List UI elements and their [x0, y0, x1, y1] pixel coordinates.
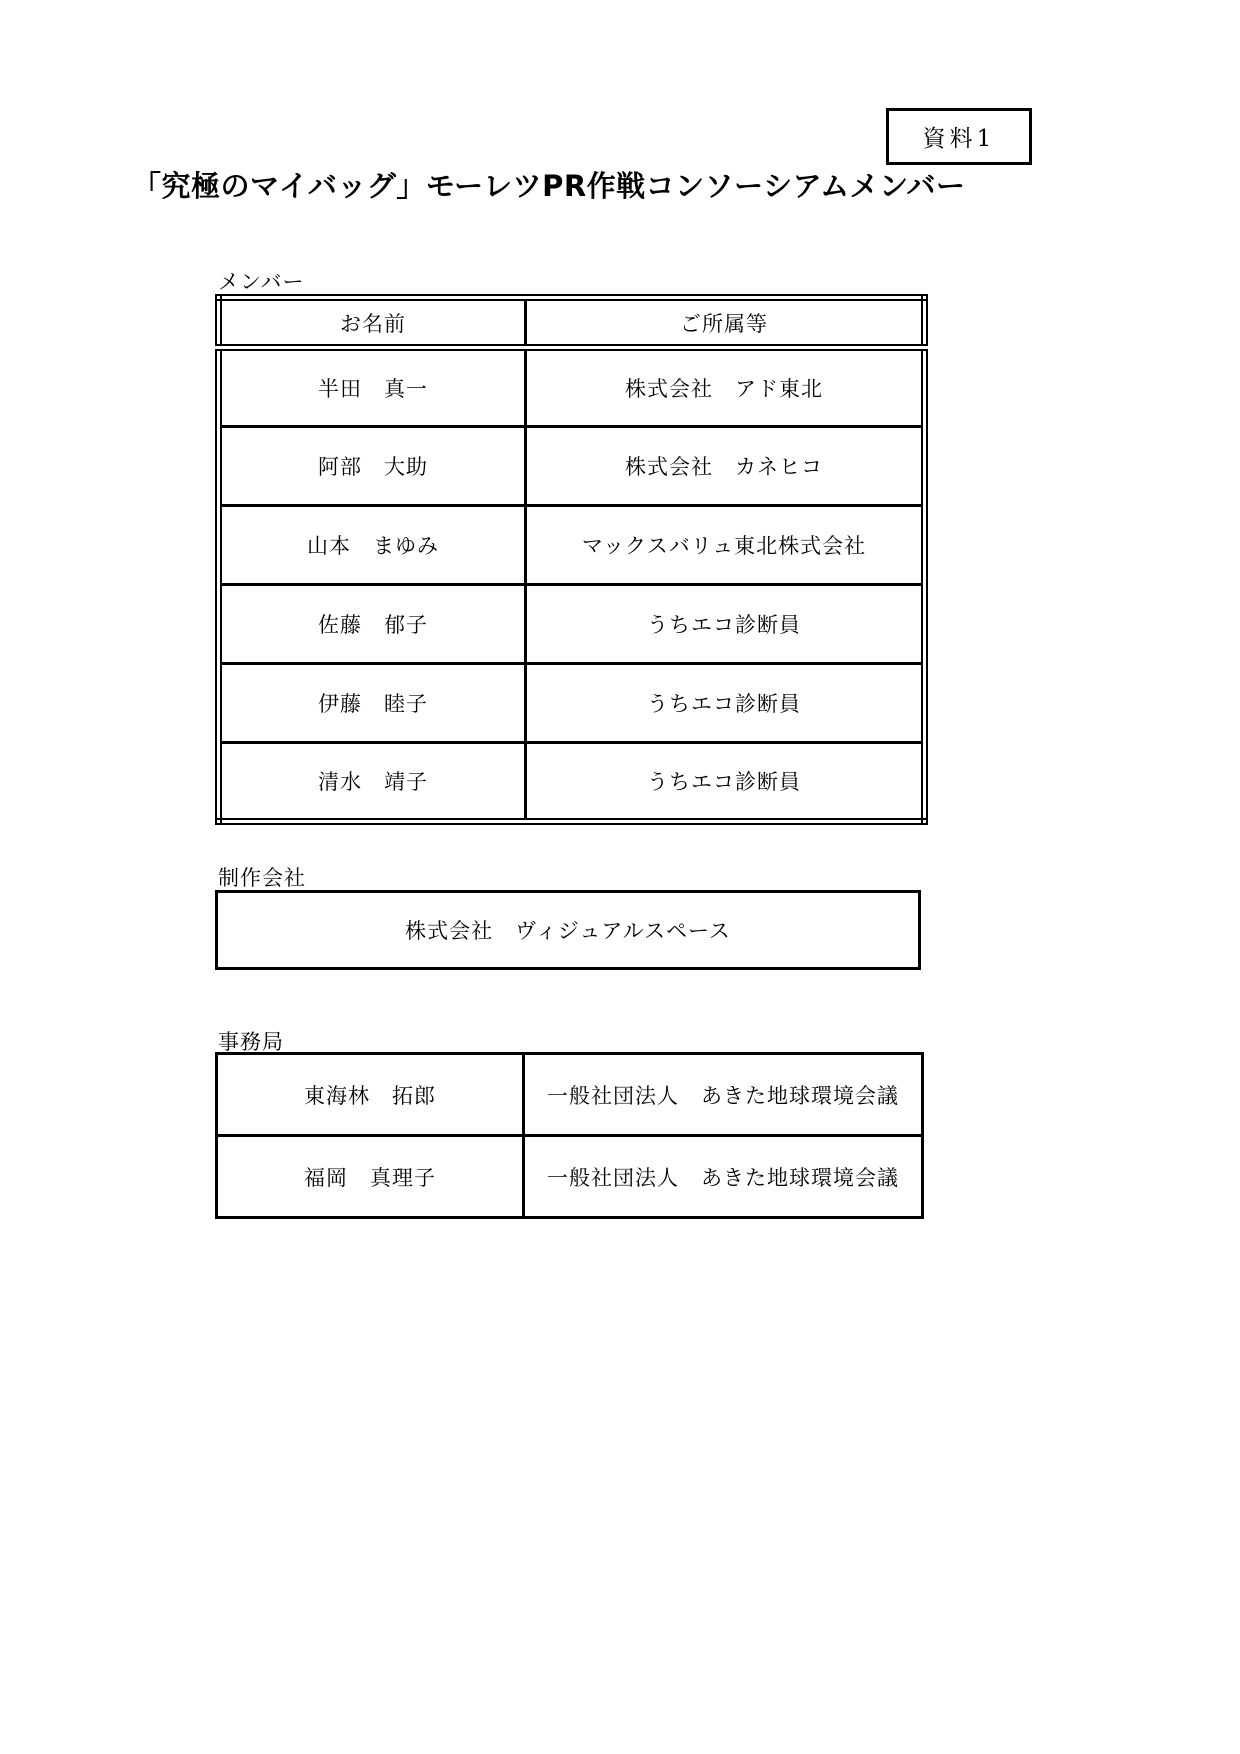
- member-name: 阿部 大助: [219, 427, 526, 506]
- page-title: 「究極のマイバッグ」モーレツPR作戦コンソーシアムメンバー: [132, 169, 966, 203]
- table-row: [219, 743, 925, 822]
- member-name: 清水 靖子: [219, 743, 526, 822]
- production-company-name: 株式会社 ヴィジュアルスペース: [405, 919, 731, 943]
- table-row: [219, 664, 925, 743]
- member-affiliation: うちエコ診断員: [526, 743, 925, 822]
- table-row: [219, 427, 925, 506]
- secretariat-table: [215, 1052, 924, 1219]
- member-affiliation: 株式会社 アド東北: [526, 348, 925, 427]
- secretariat-section-label: 事務局: [218, 1030, 284, 1054]
- members-section-label: メンバー: [218, 270, 305, 294]
- member-name: 佐藤 郁子: [219, 585, 526, 664]
- member-affiliation: うちエコ診断員: [526, 664, 925, 743]
- table-row: [217, 1054, 923, 1136]
- doc-reference-label: 資料1: [922, 126, 996, 152]
- member-affiliation: 株式会社 カネヒコ: [526, 427, 925, 506]
- member-name: 伊藤 睦子: [219, 664, 526, 743]
- members-table: [215, 294, 928, 825]
- member-name: 山本 まゆみ: [219, 506, 526, 585]
- table-row: [217, 1136, 923, 1218]
- member-affiliation: マックスバリュ東北株式会社: [526, 506, 925, 585]
- table-row: [219, 348, 925, 427]
- table-row: [219, 506, 925, 585]
- members-header-affiliation: ご所属等: [526, 298, 925, 348]
- member-affiliation: うちエコ診断員: [526, 585, 925, 664]
- production-section-label: 制作会社: [218, 866, 306, 890]
- members-header-row: [219, 298, 925, 348]
- secretariat-name: 福岡 真理子: [217, 1136, 524, 1218]
- secretariat-affiliation: 一般社団法人 あきた地球環境会議: [524, 1054, 923, 1136]
- table-row: [219, 585, 925, 664]
- secretariat-name: 東海林 拓郎: [217, 1054, 524, 1136]
- secretariat-affiliation: 一般社団法人 あきた地球環境会議: [524, 1136, 923, 1218]
- doc-reference-box: [886, 108, 1032, 165]
- production-company-box: [215, 890, 921, 970]
- member-name: 半田 真一: [219, 348, 526, 427]
- members-header-name: お名前: [219, 298, 526, 348]
